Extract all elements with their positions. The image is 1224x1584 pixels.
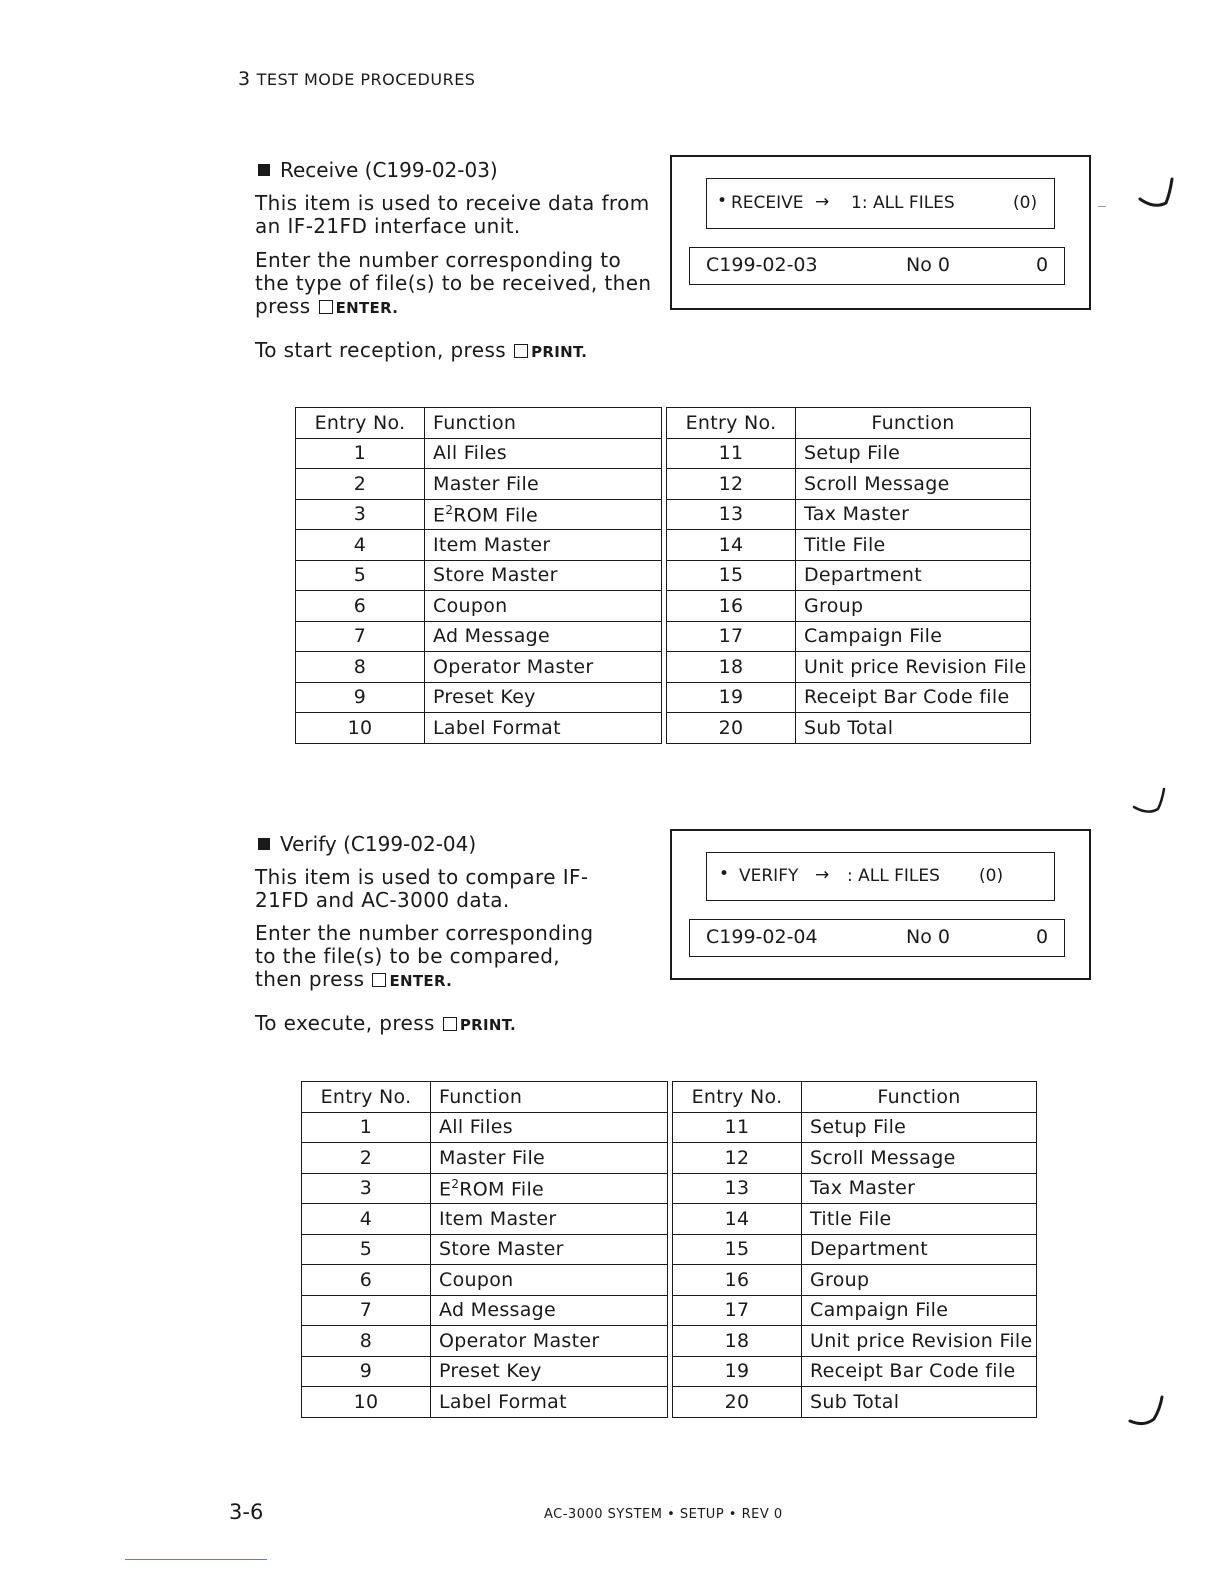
receive-heading-text: Receive (C199-02-03)	[280, 158, 498, 182]
entry-number: 9	[296, 682, 425, 713]
table-row	[302, 1326, 1037, 1357]
verify-execute-line	[255, 1012, 516, 1037]
table-header-row	[296, 408, 1031, 439]
function-name: Preset Key	[425, 682, 662, 713]
col-header-function: Function	[425, 408, 662, 439]
display-value: 1: ALL FILES	[851, 193, 955, 213]
function-name: Label Format	[425, 713, 662, 744]
entry-number: 3	[302, 1173, 431, 1204]
function-name: Tax Master	[802, 1173, 1037, 1204]
entry-number: 3	[296, 499, 425, 530]
receive-start-line	[255, 339, 587, 364]
table-row	[296, 682, 1031, 713]
entry-number: 6	[296, 591, 425, 622]
receive-start-text: To start reception, press	[255, 338, 507, 362]
entry-number: 4	[302, 1204, 431, 1235]
scan-edge-line	[125, 1559, 267, 1560]
page-number: 3-6	[229, 1500, 264, 1524]
entry-number: 19	[673, 1356, 802, 1387]
table-row	[302, 1173, 1037, 1204]
receive-desc-line: This item is used to receive data from	[255, 191, 650, 215]
function-name: Title File	[802, 1204, 1037, 1235]
function-name: Unit price Revision File	[802, 1326, 1037, 1357]
chapter-number: 3	[238, 68, 251, 90]
function-name: Group	[802, 1265, 1037, 1296]
function-name: Coupon	[425, 591, 662, 622]
display-result: 0	[1036, 926, 1049, 948]
verify-instr-line	[255, 968, 593, 993]
entry-number: 15	[667, 560, 796, 591]
table-row	[296, 438, 1031, 469]
table-row	[302, 1387, 1037, 1418]
function-name: Scroll Message	[796, 469, 1031, 500]
table-row	[296, 560, 1031, 591]
col-header-entry: Entry No.	[673, 1082, 802, 1113]
receive-instr-line	[255, 295, 651, 320]
document-footer: AC-3000 SYSTEM • SETUP • REV 0	[544, 1507, 783, 1522]
entry-number: 12	[667, 469, 796, 500]
bullet-dot-icon: •	[719, 864, 730, 884]
then-press-text: then press	[255, 967, 365, 991]
entry-number: 11	[667, 438, 796, 469]
function-name: Master File	[425, 469, 662, 500]
entry-number: 18	[673, 1326, 802, 1357]
display-result: 0	[1036, 254, 1049, 276]
entry-number: 10	[296, 713, 425, 744]
entry-number: 14	[673, 1204, 802, 1235]
key-box-icon	[319, 300, 333, 314]
check-mark-icon	[1126, 1393, 1166, 1433]
entry-number: 15	[673, 1234, 802, 1265]
receive-instr-line: Enter the number corresponding to	[255, 248, 622, 272]
function-name: Campaign File	[796, 621, 1031, 652]
entry-number: 17	[667, 621, 796, 652]
verify-display-panel	[670, 829, 1091, 980]
enter-key-label: ENTER.	[389, 972, 453, 990]
display-value: : ALL FILES	[847, 866, 940, 886]
entry-number: 12	[673, 1143, 802, 1174]
entry-number: 16	[673, 1265, 802, 1296]
entry-number: 1	[302, 1112, 431, 1143]
function-name: Receipt Bar Code file	[802, 1356, 1037, 1387]
display-code: C199-02-03	[706, 254, 818, 276]
table-row	[302, 1356, 1037, 1387]
table-row	[302, 1204, 1037, 1235]
receive-heading	[258, 158, 498, 182]
display-line-1	[706, 852, 1055, 901]
table-header-row	[302, 1082, 1037, 1113]
entry-number: 9	[302, 1356, 431, 1387]
function-name: Group	[796, 591, 1031, 622]
print-key-label: PRINT.	[459, 1016, 516, 1034]
verify-heading	[258, 832, 476, 856]
function-name: Scroll Message	[802, 1143, 1037, 1174]
display-number: No 0	[906, 926, 950, 948]
entry-number: 8	[302, 1326, 431, 1357]
function-name: Item Master	[431, 1204, 668, 1235]
table-row	[302, 1265, 1037, 1296]
entry-number: 19	[667, 682, 796, 713]
check-mark-icon	[1130, 785, 1170, 821]
function-name: Setup File	[802, 1112, 1037, 1143]
display-mode: RECEIVE	[731, 193, 804, 213]
function-name: All Files	[425, 438, 662, 469]
table-row	[296, 469, 1031, 500]
col-header-function: Function	[431, 1082, 668, 1113]
entry-number: 7	[296, 621, 425, 652]
press-text: press	[255, 294, 311, 318]
col-header-entry: Entry No.	[296, 408, 425, 439]
function-name: Ad Message	[425, 621, 662, 652]
function-name: Operator Master	[431, 1326, 668, 1357]
function-name: Ad Message	[431, 1295, 668, 1326]
function-name: Preset Key	[431, 1356, 668, 1387]
receive-instr-line: the type of file(s) to be received, then	[255, 271, 652, 295]
function-name: Sub Total	[796, 713, 1031, 744]
key-box-icon	[443, 1017, 457, 1031]
display-line-2	[689, 247, 1065, 285]
entry-number: 4	[296, 530, 425, 561]
function-name: Item Master	[425, 530, 662, 561]
function-name: Label Format	[431, 1387, 668, 1418]
function-name: Tax Master	[796, 499, 1031, 530]
enter-key-label: ENTER.	[335, 299, 399, 317]
function-name: Store Master	[431, 1234, 668, 1265]
function-name: Unit price Revision File	[796, 652, 1031, 683]
receive-desc-line: an IF-21FD interface unit.	[255, 214, 521, 238]
display-number: No 0	[906, 254, 950, 276]
print-key-label: PRINT.	[531, 343, 588, 361]
entry-number: 2	[302, 1143, 431, 1174]
function-name: Title File	[796, 530, 1031, 561]
receive-instructions	[255, 249, 651, 320]
verify-execute-text: To execute, press	[255, 1011, 435, 1035]
function-name: Campaign File	[802, 1295, 1037, 1326]
receive-description	[255, 192, 650, 238]
verify-file-table	[301, 1081, 1037, 1418]
col-header-entry: Entry No.	[302, 1082, 431, 1113]
entry-number: 13	[667, 499, 796, 530]
check-mark-icon	[1136, 175, 1176, 215]
entry-number: 20	[673, 1387, 802, 1418]
entry-number: 11	[673, 1112, 802, 1143]
function-name: All Files	[431, 1112, 668, 1143]
entry-number: 1	[296, 438, 425, 469]
display-mode: VERIFY	[739, 866, 799, 886]
entry-number: 6	[302, 1265, 431, 1296]
verify-description	[255, 866, 589, 912]
entry-number: 20	[667, 713, 796, 744]
entry-number: 2	[296, 469, 425, 500]
bullet-square-icon	[258, 838, 270, 850]
verify-instr-line: Enter the number corresponding	[255, 921, 594, 945]
verify-instr-line: to the file(s) to be compared,	[255, 944, 561, 968]
running-header	[238, 68, 475, 90]
verify-desc-line: This item is used to compare IF-	[255, 865, 589, 889]
col-header-function: Function	[796, 408, 1031, 439]
verify-heading-text: Verify (C199-02-04)	[280, 832, 477, 856]
chapter-title: TEST MODE PROCEDURES	[256, 70, 476, 89]
table-row	[302, 1143, 1037, 1174]
table-row	[296, 621, 1031, 652]
table-row	[302, 1295, 1037, 1326]
function-name: Receipt Bar Code file	[796, 682, 1031, 713]
entry-number: 5	[302, 1234, 431, 1265]
function-name: Setup File	[796, 438, 1031, 469]
verify-desc-line: 21FD and AC-3000 data.	[255, 888, 510, 912]
entry-number: 14	[667, 530, 796, 561]
receive-file-table	[295, 407, 1031, 744]
table-row	[302, 1112, 1037, 1143]
entry-number: 17	[673, 1295, 802, 1326]
arrow-right-icon: →	[815, 192, 830, 212]
function-name: Department	[796, 560, 1031, 591]
bullet-square-icon	[258, 164, 270, 176]
display-code: C199-02-04	[706, 926, 818, 948]
function-name: Operator Master	[425, 652, 662, 683]
function-name: Master File	[431, 1143, 668, 1174]
function-name: Coupon	[431, 1265, 668, 1296]
receive-display-panel	[670, 155, 1091, 310]
function-name: Department	[802, 1234, 1037, 1265]
entry-number: 5	[296, 560, 425, 591]
display-count: (0)	[1013, 193, 1038, 213]
col-header-function: Function	[802, 1082, 1037, 1113]
table-row	[296, 530, 1031, 561]
function-name: $E^2ROM$ File	[431, 1173, 668, 1204]
arrow-right-icon: →	[815, 865, 830, 885]
entry-number: 10	[302, 1387, 431, 1418]
margin-tick	[1098, 206, 1106, 207]
entry-number: 7	[302, 1295, 431, 1326]
table-row	[296, 499, 1031, 530]
bullet-dot-icon: •	[717, 191, 728, 211]
key-box-icon	[372, 973, 386, 987]
function-name: Store Master	[425, 560, 662, 591]
table-row	[296, 713, 1031, 744]
display-count: (0)	[979, 866, 1004, 886]
table-row	[296, 652, 1031, 683]
entry-number: 8	[296, 652, 425, 683]
function-name: $E^2ROM$ File	[425, 499, 662, 530]
display-line-1	[706, 178, 1055, 229]
verify-instructions	[255, 922, 593, 993]
table-row	[296, 591, 1031, 622]
display-line-2	[689, 919, 1065, 957]
col-header-entry: Entry No.	[667, 408, 796, 439]
entry-number: 16	[667, 591, 796, 622]
table-row	[302, 1234, 1037, 1265]
key-box-icon	[514, 344, 528, 358]
function-name: Sub Total	[802, 1387, 1037, 1418]
entry-number: 18	[667, 652, 796, 683]
entry-number: 13	[673, 1173, 802, 1204]
